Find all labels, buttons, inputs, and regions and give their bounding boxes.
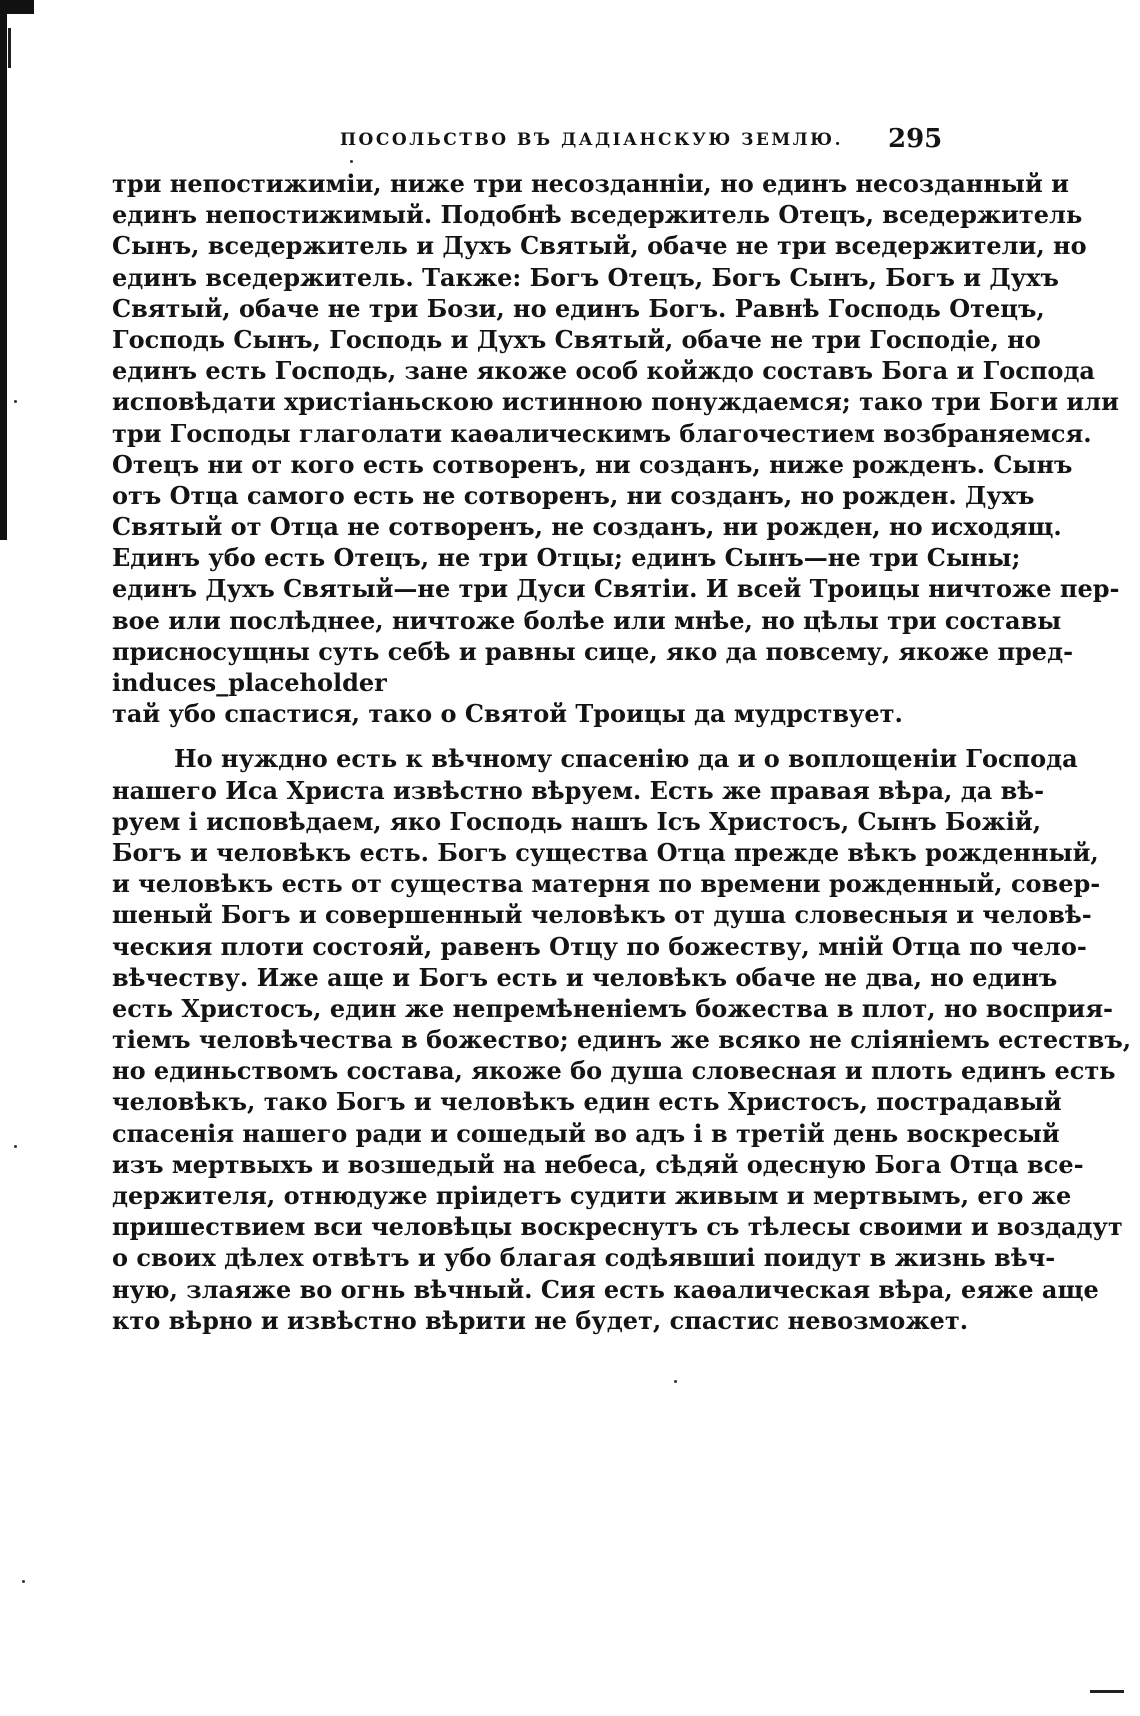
text-line: тіемъ человѣчества в божество; единъ же всяко не сліяніемъ естествъ, (112, 1025, 1132, 1055)
text-line: кто вѣрно и извѣстно вѣрити не будет, спастис невозможет. (112, 1305, 969, 1335)
text-line: нашего Иса Христа извѣстно вѣруем. Есть же правая вѣра, да вѣ- (112, 775, 1045, 805)
text-line: Но нуждно есть к вѣчному спасенію да и о воплощеніи Господа (174, 744, 1078, 774)
text-line: ческия плоти состояй, равенъ Отцу по божеству, мній Отца по чело- (112, 931, 1087, 961)
text-line: отъ Отца самого есть не сотворенъ, ни созданъ, но рожден. Духъ (112, 480, 1035, 510)
text-line: единъ непостижимый. Подобнѣ вседержитель Отецъ, вседержитель (112, 200, 1083, 230)
text-line: вое или послѣднее, ничтоже болѣе или мнѣе, но цѣлы три составы (112, 605, 1062, 635)
text-line: о своих дѣлех отвѣтъ и убо благая содѣявшиі поидут в жизнь вѣч- (112, 1243, 1056, 1273)
text-line: присносущны суть себѣ и равны сице, яко да повсему, якоже пред- (112, 636, 1074, 666)
body-text (112, 168, 1132, 1336)
text-line: Богъ и человѣкъ есть. Богъ существа Отца прежде вѣкъ рожденный, (112, 837, 1099, 867)
text-line: пришествием вси человѣцы воскреснутъ съ тѣлесы своими и воздадут (112, 1212, 1123, 1242)
text-line: Единъ убо есть Отецъ, не три Отцы; единъ Сынъ—не три Сыны; (112, 543, 1021, 573)
scan-speck (14, 400, 17, 403)
text-line: Отецъ ни от кого есть сотворенъ, ни созданъ, ниже рожденъ. Сынъ (112, 449, 1073, 479)
text-line: Святый, обаче не три Бози, но единъ Богъ. Равнѣ Господь Отецъ, (112, 293, 1045, 323)
text-line: есть Христосъ, един же непремѣненіемъ божества в плот, но восприя- (112, 993, 1114, 1023)
text-line: Сынъ, вседержитель и Духъ Святый, обаче не три вседержители, но (112, 231, 1087, 261)
scan-edge-mark (0, 0, 34, 14)
page-number: 295 (888, 124, 943, 154)
text-line: Господь Сынъ, Господь и Духъ Святый, обаче не три Господіе, но (112, 324, 1041, 354)
text-line: единъ есть Господь, зане якоже особ койждо составъ Бога и Господа (112, 356, 1095, 386)
text-line: спасенія нашего ради и сошедый во адъ і в третій день воскресый (112, 1118, 1060, 1148)
text-line: единъ вседержитель. Также: Богъ Отецъ, Богъ Сынъ, Богъ и Духъ (112, 262, 1059, 292)
scan-speck (350, 160, 353, 163)
running-title: ПОСОЛЬСТВО ВЪ ДАДІАНСКУЮ ЗЕМЛЮ. (340, 130, 843, 150)
text-line: держителя, отнюдуже пріидетъ судити живым и мертвымъ, его же (112, 1181, 1072, 1210)
text-line: но единьствомъ состава, якоже бо душа словесная и плоть единъ есть (112, 1056, 1116, 1086)
text-line: ную, злаяже во огнь вѣчный. Сия есть каѳалическая вѣра, еяже аще (112, 1274, 1099, 1304)
text-line: человѣкъ, тако Богъ и человѣкъ един есть Христосъ, пострадавый (112, 1087, 1062, 1117)
paragraph-2 (112, 743, 1132, 1336)
paragraph-gap (112, 729, 942, 743)
paragraph-1 (112, 168, 1120, 729)
scan-speck (8, 28, 11, 68)
text-line: единъ Духъ Святый—не три Дуси Святіи. И всей Троицы ничтоже пер- (112, 574, 1120, 604)
text-line: Святый от Отца не сотворенъ, не созданъ, ни рожден, но исходящ. (112, 512, 1062, 542)
text-line: и человѣкъ есть от существа матерня по времени рожденный, совер- (112, 869, 1101, 899)
text-line: изъ мертвыхъ и возшедый на небеса, сѣдяй одесную Бога Отца все- (112, 1149, 1084, 1179)
scan-edge-shadow (0, 0, 7, 540)
text-line: вѣчеству. Иже аще и Богъ есть и человѣкъ обаче не два, но единъ (112, 962, 1058, 992)
text-line: три непостижиміи, ниже три несозданніи, но единъ несозданный и (112, 169, 1069, 198)
scan-speck (674, 1380, 677, 1383)
text-line: шеный Богъ и совершенный человѣкъ от душа словесныя и человѣ- (112, 900, 1092, 930)
text-line: тай убо спастися, тако о Святой Троицы да мудрствует. (112, 699, 903, 729)
scan-speck (14, 1145, 17, 1148)
scan-speck (22, 1580, 25, 1583)
text-line: три Господы глаголати каѳалическимъ благочестием возбраняемся. (112, 418, 1092, 448)
text-line: руем і исповѣдаем, яко Господь нашъ Ісъ Христосъ, Сынъ Божій, (112, 806, 1042, 836)
text-line: induces_placeholder (112, 668, 387, 697)
text-line: исповѣдати христіаньскою истинною понуждаемся; тако три Боги или (112, 387, 1119, 417)
scan-dash-mark (1090, 1690, 1124, 1693)
